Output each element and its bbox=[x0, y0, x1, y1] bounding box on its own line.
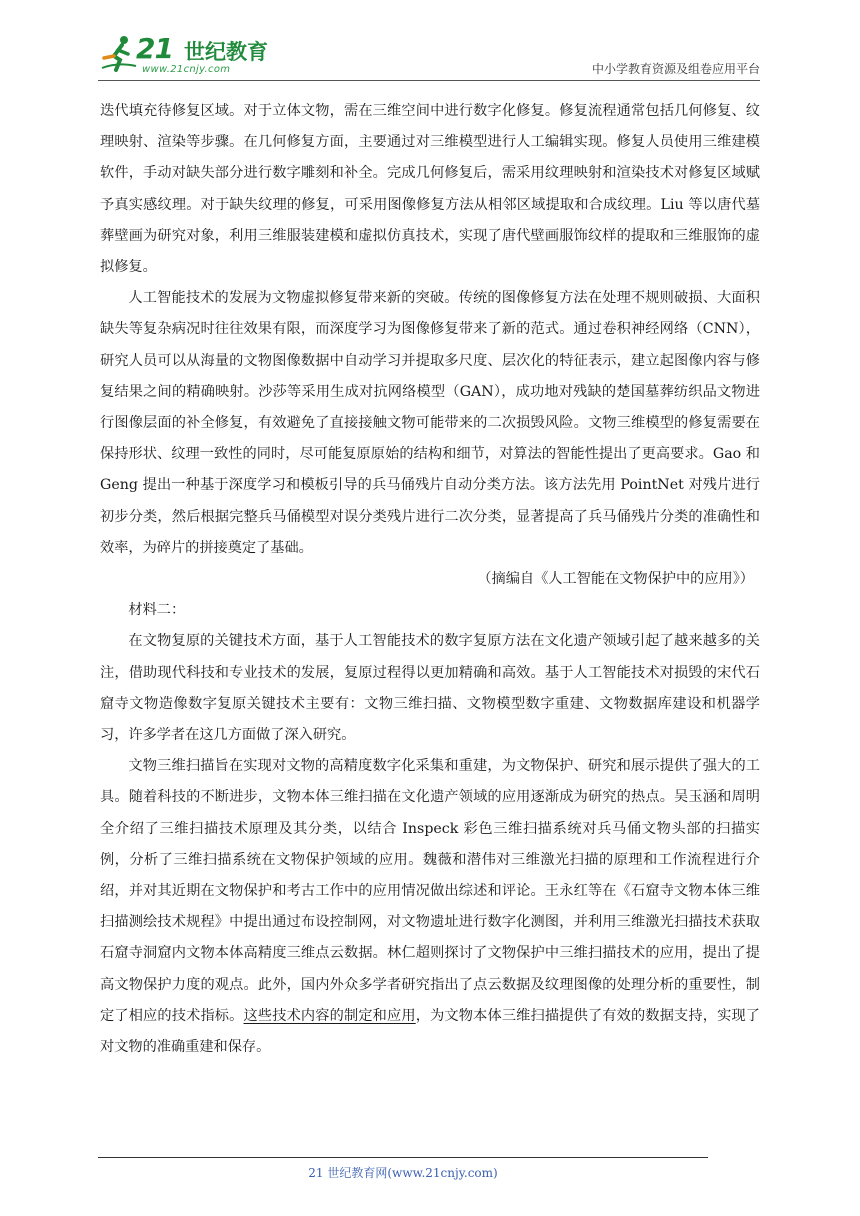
footer-divider bbox=[98, 1157, 708, 1158]
runner-logo-icon bbox=[98, 34, 138, 74]
source-citation: （摘编自《人工智能在文物保护中的应用》） bbox=[477, 571, 754, 588]
paragraph-3d-scanning bbox=[100, 751, 760, 1063]
page-header bbox=[98, 30, 760, 82]
platform-title: 中小学教育资源及组卷应用平台 bbox=[591, 62, 760, 76]
header-divider bbox=[98, 80, 760, 81]
paragraph-3d-scanning-text: 文物三维扫描旨在实现对文物的高精度数字化采集和重建，为文物保护、研究和展示提供了强大的工具。随着科技的不断进步，文物本体三维扫描在文化遗产领域的应用逐渐成为研究的热点。吴玉涵和周明全介绍了三维扫描技术原理及其分类，以结合 Inspeck 彩色三维扫描系统对兵马俑文物头部的扫描实例，分析了三维扫描系统在文物保护领域的应用。魏薇和潜伟对三维激光扫描的原理和工作流程进行介绍，并对其近期在文物保护和考古工作中的应用情况做出综述和评论。王永红等在《石窟寺文物本体三维扫描测绘技术规程》中提出通过布设控制网，对文物遗址进行数字化测图，并利用三维激光扫描技术获取石窟寺洞窟内文物本体高精度三维点云数据。林仁超则探讨了文物保护中三维扫描技术的应用，提出了提高文物保护力度的观点。此外，国内外众多学者研究指出了点云数据及纹理图像的处理分析的重要性，制定了相应的技术指标。 bbox=[100, 758, 760, 1024]
document-body bbox=[100, 96, 760, 1063]
logo-name: 世纪教育 bbox=[184, 40, 268, 64]
logo-url: www.21cnjy.com bbox=[142, 64, 231, 75]
material-label: 材料二： bbox=[128, 602, 186, 619]
paragraph-ai-repair: 人工智能技术的发展为文物虚拟修复带来新的突破。传统的图像修复方法在处理不规则破损、大面积缺失等复杂病况时往往效果有限，而深度学习为图像修复带来了新的范式。通过卷积神经网络（CNN），研究人员可以从海量的文物图像数据中自动学习并提取多尺度、层次化的特征表示，建立起图像内容与修复结果之间的精确映射。沙莎等采用生成对抗网络模型（GAN），成功地对残缺的楚国墓葬纺织品文物进行图像层面的补全修复，有效避免了直接接触文物可能带来的二次损毁风险。文物三维模型的修复需要在保持形状、纹理一致性的同时，尽可能复原原始的结构和细节，对算法的智能性提出了更高要求。Gao 和 Geng 提出一种基于深度学习和模板引导的兵马俑残片自动分类方法。该方法先用 PointNet 对残片进行初步分类，然后根据完整兵马俑模型对误分类残片进行二次分类，显著提高了兵马俑残片分类的准确性和效率，为碎片的拼接奠定了基础。 bbox=[100, 290, 760, 556]
paragraph-continued: 迭代填充待修复区域。对于立体文物，需在三维空间中进行数字化修复。修复流程通常包括几何修复、纹理映射、渲染等步骤。在几何修复方面，主要通过对三维模型进行人工编辑实现。修复人员使用三维建模软件，手动对缺失部分进行数字雕刻和补全。完成几何修复后，需采用纹理映射和渲染技术对修复区域赋予真实感纹理。对于缺失纹理的修复，可采用图像修复方法从相邻区域提取和合成纹理。Liu 等以唐代墓葬壁画为研究对象，利用三维服装建模和虚拟仿真技术，实现了唐代壁画服饰纹样的提取和三维服饰的虚拟修复。 bbox=[100, 103, 761, 276]
underlined-phrase: 这些技术内容的制定和应用 bbox=[243, 1007, 416, 1024]
paragraph-restoration-tech: 在文物复原的关键技术方面，基于人工智能技术的数字复原方法在文化遗产领域引起了越来越多的关注，借助现代科技和专业技术的发展，复原过程得以更加精确和高效。基于人工智能技术对损毁的宋代石窟寺文物造像数字复原关键技术主要有：文物三维扫描、文物模型数字重建、文物数据库建设和机器学习，许多学者在这几方面做了深入研究。 bbox=[100, 633, 760, 744]
paragraph-3d-scanning-end: ，为文物本体三维扫描提供了有效的数据支持，实现了对文物的准确重建和保存。 bbox=[100, 1007, 760, 1056]
site-logo[interactable] bbox=[98, 30, 268, 80]
logo-number: 21 bbox=[136, 32, 173, 65]
page-footer[interactable]: 21 世纪教育网(www.21cnjy.com) bbox=[308, 1166, 498, 1180]
